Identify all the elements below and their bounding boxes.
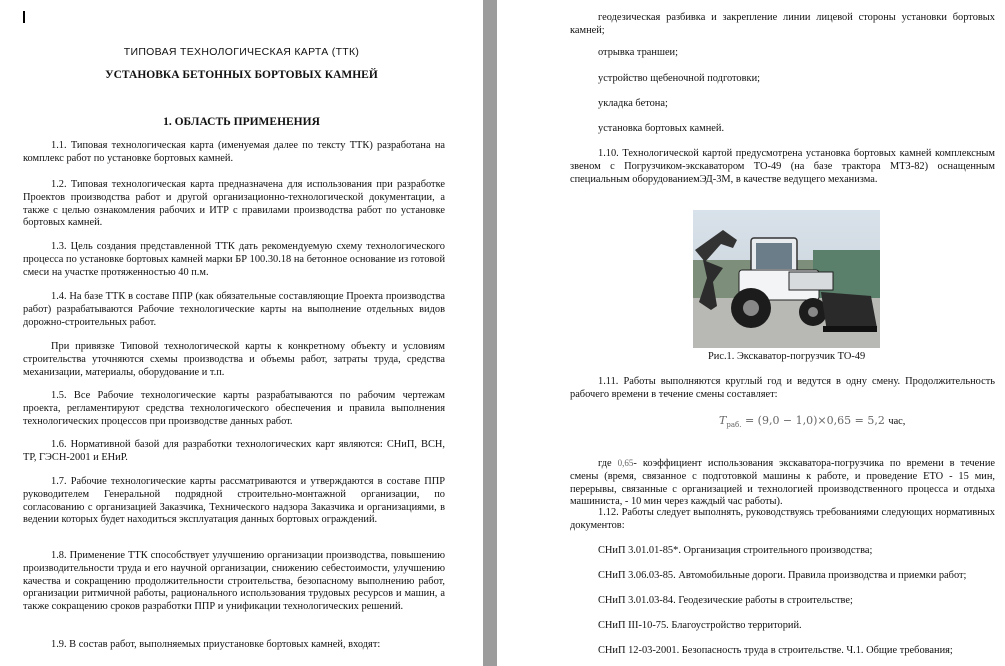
paragraph-1-7: 1.7. Рабочие технологические карты рассматриваются и утверждаются в составе ППР руководителем Генеральной подрядной строительно-монтажной организации, по согласованию с организацией Заказчика, Технического надзора Заказчика и организациями, в ведении которых будет находиться эксплуатация данных бортовых ограждений.: [23, 476, 445, 526]
formula-work-time: [719, 414, 905, 429]
paragraph-1-5: 1.5. Все Рабочие технологические карты разрабатываются по рабочим чертежам проекта, регламентируют средства технологического обеспечения и правила выполнения технологических процессов при производстве данных работ.: [23, 390, 445, 427]
figure-caption: Рис.1. Экскаватор-погрузчик ТО-49: [708, 351, 866, 362]
norm-item: СНиП III-10-75. Благоустройство территорий.: [598, 620, 802, 631]
list-item-gravel: устройство щебеночной подготовки;: [598, 73, 761, 84]
list-item-concrete: укладка бетона;: [598, 98, 668, 109]
list-item-survey: геодезическая разбивка и закрепление линии лицевой стороны установки бортовых камней;: [570, 12, 995, 36]
list-item-trench: отрывка траншеи;: [598, 47, 679, 58]
paragraph-1-4: 1.4. На базе ТТК в составе ППР (как обязательные составляющие Проекта производства работ) разрабатываются Рабочие технологические карты на выполнение отдельных видов дорожно-строительных работ.: [23, 291, 445, 328]
where-prefix: где: [598, 458, 612, 469]
right-page: [497, 0, 1005, 666]
paragraph-1-3: 1.3. Цель создания представленной ТТК дать рекомендуемую схему технологического процесса по установке бортовых камней марки БР 100.30.18 на бетонное основание из готовой смеси на участке протяженностью 40 п.м.: [23, 241, 445, 278]
excavator-photo: [693, 210, 880, 348]
section-heading: 1. ОБЛАСТЬ ПРИМЕНЕНИЯ: [163, 116, 320, 128]
doc-main-title: УСТАНОВКА БЕТОННЫХ БОРТОВЫХ КАМНЕЙ: [105, 69, 378, 81]
paragraph-1-1: 1.1. Типовая технологическая карта (именуемая далее по тексту ТТК) разработана на комплекс работ по установке бортовых камней.: [23, 140, 445, 164]
paragraph-1-12: 1.12. Работы следует выполнять, руководствуясь требованиями следующих нормативных документов:: [570, 507, 995, 531]
formula-subscript: раб.: [726, 421, 742, 430]
page-gutter: [483, 0, 497, 666]
norm-item: СНиП 12-03-2001. Безопасность труда в строительстве. Ч.1. Общие требования;: [598, 645, 953, 656]
formula-lhs: T: [719, 414, 727, 427]
formula-unit: час,: [888, 416, 906, 427]
text-cursor: [23, 11, 25, 23]
norm-item: СНиП 3.01.01-85*. Организация строительного производства;: [598, 545, 873, 556]
paragraph-1-9: 1.9. В состав работ, выполняемых приустановке бортовых камней, входят:: [51, 639, 381, 650]
list-item-install: установка бортовых камней.: [598, 123, 725, 134]
left-page: [0, 0, 483, 666]
norm-item: СНиП 3.01.03-84. Геодезические работы в строительстве;: [598, 595, 853, 606]
norm-item: СНиП 3.06.03-85. Автомобильные дороги. Правила производства и приемки работ;: [598, 570, 967, 581]
where-value: 0,65: [617, 458, 634, 468]
paragraph-1-10: 1.10. Технологической картой предусмотрена установка бортовых камней комплексным звеном с Погрузчиком-экскаватором ТО-49 (на базе трактора МТЗ-82) оснащенным специальным оборудованиемЭД-3М, в качестве ведущего механизма.: [570, 148, 995, 185]
paragraph-1-6: 1.6. Нормативной базой для разработки технологических карт являются: СНиП, ВСН, ТР, ГЭСН-2001 и ЕНиР.: [23, 439, 445, 463]
paragraph-where: [570, 457, 995, 509]
where-text: - коэффициент использования экскаватора-погрузчика по времени в течение смены (время, связанное с подготовкой машины к работе, и проведение ЕТО - 15 мин, перерывы, связанные с организацией и технологией производственного процесса и отдыха машиниста, - 10 мин через каждый час работы).: [570, 458, 995, 508]
paragraph-binding: При привязке Типовой технологической карты к конкретному объекту и условиям строительства уточняются схемы производства и объемы работ, затраты труда, средства механизации, материалы, оборудование и т.п.: [23, 341, 445, 378]
doc-type-title: ТИПОВАЯ ТЕХНОЛОГИЧЕСКАЯ КАРТА (ТТК): [123, 46, 360, 58]
paragraph-1-2: 1.2. Типовая технологическая карта предназначена для использования при разработке Проектов производства работ и другой организационно-технологической документации, а также с целью ознакомления рабочих и ИТР с правилами производства работ по установке бортовых камней.: [23, 179, 445, 229]
paragraph-1-8: 1.8. Применение ТТК способствует улучшению организации производства, повышению производительности труда и его научной организации, снижению себестоимости, улучшению качества и сокращению продолжительности строительства, безопасному выполнению работ, организации ритмичной работы, рационального использования трудовых ресурсов и машин, а также сокращению сроков разработки ППР и унификации технологических решений.: [23, 550, 445, 613]
paragraph-1-11: 1.11. Работы выполняются круглый год и ведутся в одну смену. Продолжительность рабочего времени в течение смены составляет:: [570, 376, 995, 400]
formula-rhs: = (9,0 − 1,0)×0,65 = 5,2: [744, 414, 885, 427]
